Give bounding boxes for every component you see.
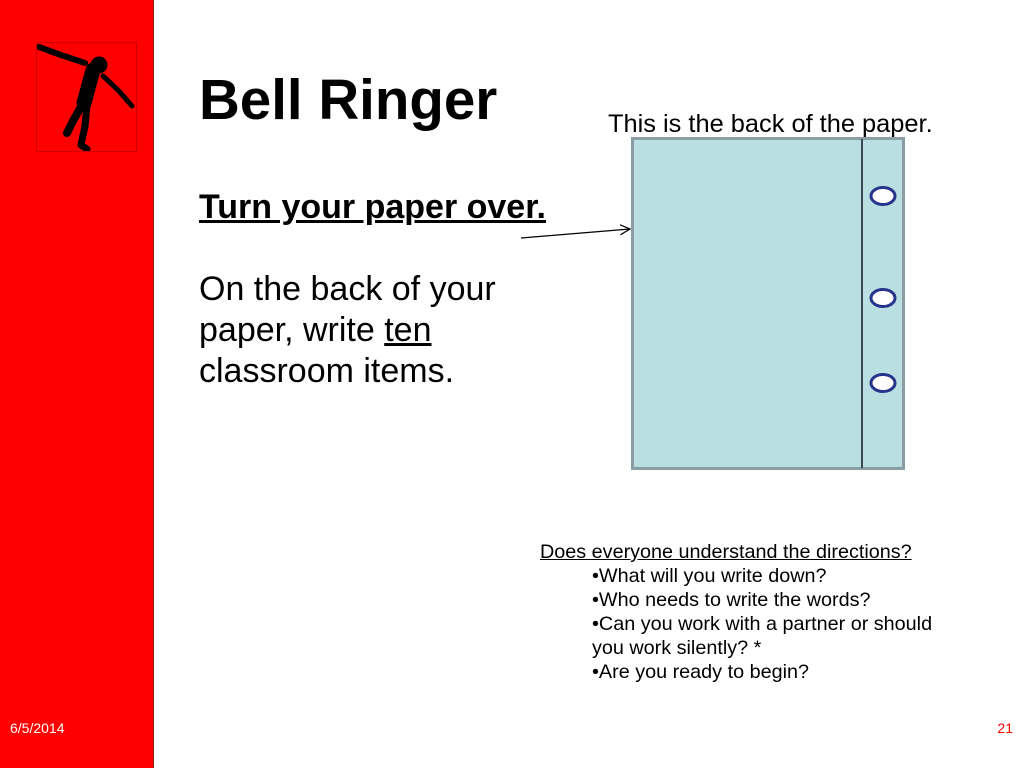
instruction-heading: Turn your paper over. [199, 188, 547, 226]
question-item: •What will you write down? [592, 565, 827, 587]
figure-back-leg [67, 105, 82, 133]
body-text-start: On the back of your paper, write [199, 270, 496, 349]
arrow-shaft [521, 229, 630, 238]
logo-silhouette-icon [37, 43, 136, 151]
binder-hole [871, 290, 895, 307]
binder-hole [871, 375, 895, 392]
figure-head [91, 57, 108, 74]
body-text-end: classroom items. [199, 352, 455, 390]
body-emphasis-word: ten [384, 311, 432, 349]
slide-number: 21 [997, 720, 1013, 736]
sidebar-band [0, 0, 154, 768]
instruction-block [199, 187, 546, 392]
pointer-arrow [521, 225, 630, 238]
binder-hole [871, 188, 895, 205]
slide-title: Bell Ringer [199, 68, 498, 131]
instruction-body [199, 269, 519, 392]
paper-caption: This is the back of the paper. [608, 110, 933, 138]
questions-list [592, 564, 952, 684]
questions-block [540, 540, 952, 684]
figure-left-arm [39, 47, 85, 63]
question-item: •Are you ready to begin? [592, 661, 809, 683]
questions-heading: Does everyone understand the directions? [540, 541, 912, 563]
figure-torso [84, 70, 93, 103]
slide-date: 6/5/2014 [10, 720, 65, 736]
question-item: •Who needs to write the words? [592, 589, 871, 611]
logo-frame [36, 42, 137, 152]
question-item: •Can you work with a partner or should you work silently? * [592, 613, 933, 659]
paper-diagram [515, 130, 915, 475]
figure-right-arm [103, 76, 132, 106]
